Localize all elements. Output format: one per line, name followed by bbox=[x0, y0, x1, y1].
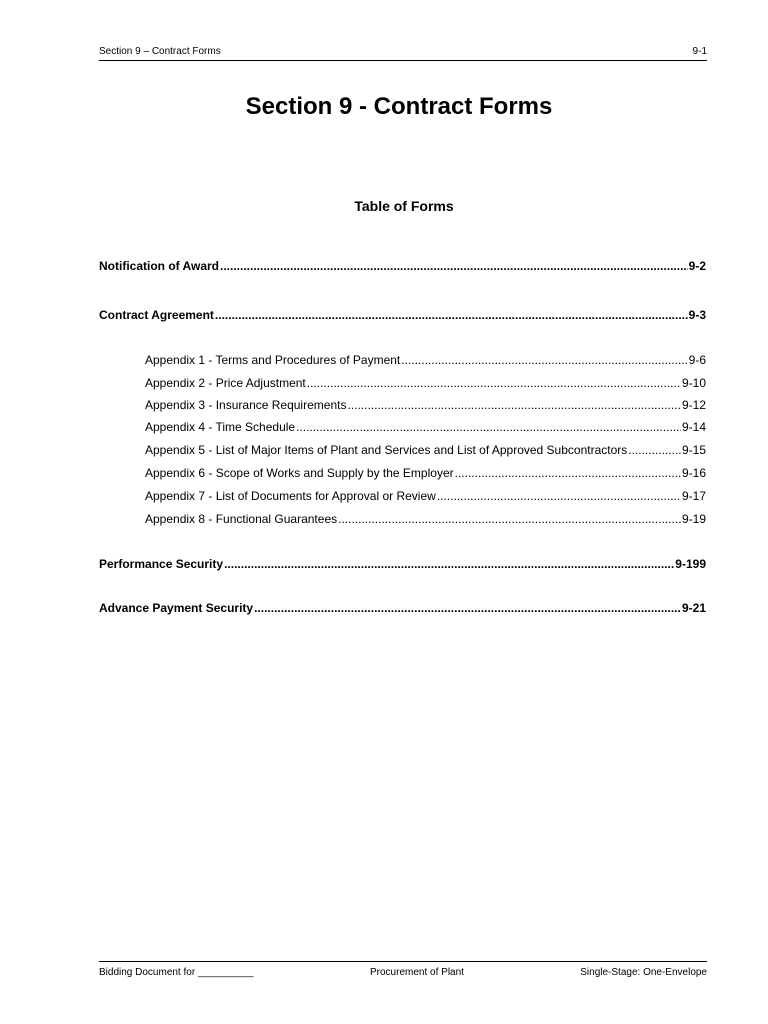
toc-entry-performance-security[interactable] bbox=[99, 557, 706, 571]
toc-entry-appendix-5[interactable] bbox=[145, 443, 706, 457]
toc-entry-page: 9-12 bbox=[681, 398, 706, 412]
toc-leader-dots bbox=[224, 557, 674, 571]
footer-bidding-document: Bidding Document for __________ bbox=[99, 967, 254, 978]
toc-leader-dots bbox=[455, 466, 681, 480]
toc-entry-page: 9-15 bbox=[681, 443, 706, 457]
toc-entry-contract-agreement[interactable] bbox=[99, 308, 706, 322]
toc-entry-label: Appendix 6 - Scope of Works and Supply by the Employer bbox=[145, 466, 454, 480]
toc-leader-dots bbox=[338, 512, 681, 526]
toc-entry-page: 9-16 bbox=[681, 466, 706, 480]
toc-entry-label: Performance Security bbox=[99, 557, 224, 571]
toc-entry-page: 9-17 bbox=[681, 489, 706, 503]
toc-entry-label: Contract Agreement bbox=[99, 308, 214, 322]
footer-stage: Single-Stage: One-Envelope bbox=[580, 967, 707, 978]
toc-entry-label: Appendix 5 - List of Major Items of Plant and Services and List of Approved Subcontractors bbox=[145, 443, 628, 457]
toc-entry-label: Appendix 3 - Insurance Requirements bbox=[145, 398, 347, 412]
toc-leader-dots bbox=[307, 376, 681, 390]
toc-entry-appendix-8[interactable] bbox=[145, 512, 706, 526]
toc-leader-dots bbox=[347, 398, 681, 412]
toc-leader-dots bbox=[220, 259, 688, 273]
toc-leader-dots bbox=[296, 420, 681, 434]
toc-entry-advance-payment-security[interactable] bbox=[99, 601, 706, 615]
toc-entry-label: Appendix 8 - Functional Guarantees bbox=[145, 512, 338, 526]
toc-entry-label: Appendix 1 - Terms and Procedures of Payment bbox=[145, 353, 401, 367]
toc-entry-appendix-3[interactable] bbox=[145, 398, 706, 412]
toc-entry-label: Advance Payment Security bbox=[99, 601, 254, 615]
toc-entry-appendix-1[interactable] bbox=[145, 353, 706, 367]
toc-entry-page: 9-3 bbox=[688, 308, 706, 322]
page-footer bbox=[99, 961, 707, 980]
toc-leader-dots bbox=[437, 489, 681, 503]
toc-leader-dots bbox=[215, 308, 688, 322]
toc-leader-dots bbox=[254, 601, 681, 615]
toc-entry-page: 9-6 bbox=[688, 353, 706, 367]
toc-entry-appendix-4[interactable] bbox=[145, 420, 706, 434]
page-title: Section 9 - Contract Forms bbox=[245, 93, 553, 120]
toc-leader-dots bbox=[401, 353, 687, 367]
toc-entry-notification-of-award[interactable] bbox=[99, 259, 706, 273]
toc-entry-label: Appendix 7 - List of Documents for Approval or Review bbox=[145, 489, 436, 503]
toc-entry-page: 9-19 bbox=[681, 512, 706, 526]
toc-entry-label: Appendix 2 - Price Adjustment bbox=[145, 376, 306, 390]
table-of-forms-heading: Table of Forms bbox=[354, 198, 454, 214]
header-section-label: Section 9 – Contract Forms bbox=[99, 46, 221, 57]
toc-entry-label: Appendix 4 - Time Schedule bbox=[145, 420, 296, 434]
toc-entry-label: Notification of Award bbox=[99, 259, 219, 273]
toc-entry-appendix-6[interactable] bbox=[145, 466, 706, 480]
header-page-number: 9-1 bbox=[692, 46, 707, 57]
toc-leader-dots bbox=[628, 443, 681, 457]
toc-entry-appendix-2[interactable] bbox=[145, 376, 706, 390]
toc-entry-page: 9-21 bbox=[681, 601, 706, 615]
page-header bbox=[99, 44, 707, 61]
toc-entry-page: 9-2 bbox=[688, 259, 706, 273]
footer-procurement: Procurement of Plant bbox=[370, 967, 464, 978]
toc-entry-page: 9-14 bbox=[681, 420, 706, 434]
toc-entry-page: 9-199 bbox=[675, 557, 706, 571]
toc-entry-page: 9-10 bbox=[681, 376, 706, 390]
toc-entry-appendix-7[interactable] bbox=[145, 489, 706, 503]
